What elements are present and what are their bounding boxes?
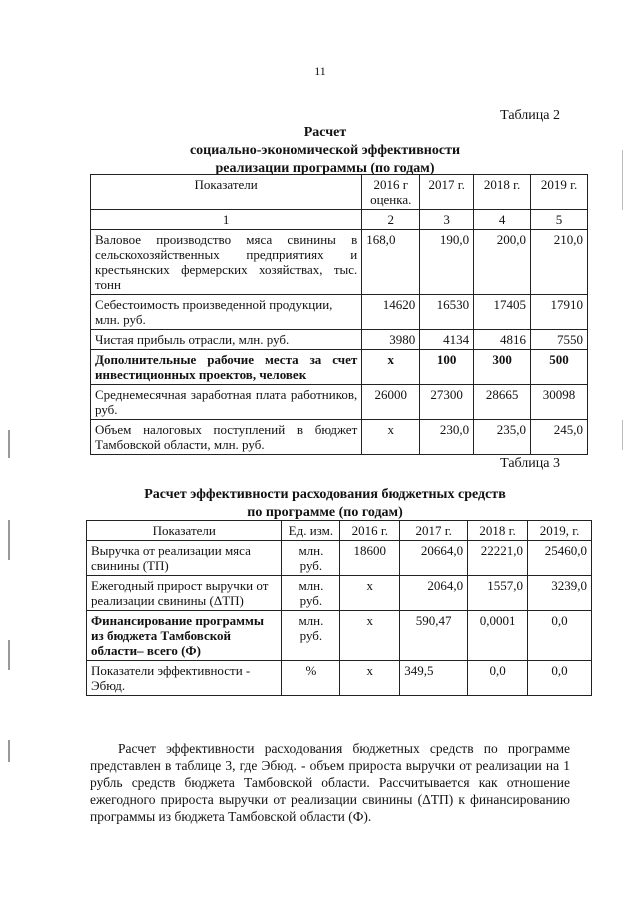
- table-3: [86, 520, 592, 696]
- indicator-cell: Среднемесячная заработная плата работников, руб.: [91, 385, 362, 420]
- table-2-numbering-row: [91, 210, 588, 230]
- scan-margin-mark: [8, 430, 10, 458]
- value-cell: 590,47: [400, 611, 468, 661]
- value-cell: 300: [474, 350, 531, 385]
- page-number: 11: [314, 64, 326, 78]
- table-3-title-line: по программе (по годам): [247, 505, 403, 520]
- value-cell: 349,5: [400, 661, 468, 696]
- table-3-title-line: Расчет эффективности расходования бюджетных средств: [144, 487, 506, 502]
- value-cell: 200,0: [474, 230, 531, 295]
- table-3-header-cell: 2017 г.: [400, 521, 468, 541]
- table-2-label: Таблица 2: [500, 108, 560, 123]
- table-2-header-cell: 2016 г оценка.: [362, 175, 420, 210]
- value-cell: 22221,0: [468, 541, 528, 576]
- value-cell: 26000: [362, 385, 420, 420]
- indicator-cell: Ежегодный прирост выручки от реализации свинины (ΔТП): [87, 576, 282, 611]
- indicator-cell: Показатели эффективности - Эбюд.: [87, 661, 282, 696]
- value-cell: 235,0: [474, 420, 531, 455]
- table-row: [91, 420, 588, 455]
- table-row: [87, 576, 592, 611]
- table-row: [91, 330, 588, 350]
- table-3-label: Таблица 3: [500, 456, 560, 471]
- indicator-cell: Валовое производство мяса свинины в сельскохозяйственных предприятиях и крестьянских фермерских хозяйствах, тыс. тонн: [91, 230, 362, 295]
- indicator-cell: Дополнительные рабочие места за счет инвестиционных проектов, человек: [91, 350, 362, 385]
- table-2-header-cell: 2018 г.: [474, 175, 531, 210]
- value-cell: 168,0: [362, 230, 420, 295]
- table-2-header-cell: 2017 г.: [420, 175, 474, 210]
- value-cell: 3239,0: [528, 576, 592, 611]
- value-cell: 20664,0: [400, 541, 468, 576]
- value-cell: 28665: [474, 385, 531, 420]
- indicator-cell: Себестоимость произведенной продукции, млн. руб.: [91, 295, 362, 330]
- value-cell: х: [340, 661, 400, 696]
- unit-cell: %: [282, 661, 340, 696]
- value-cell: 16530: [420, 295, 474, 330]
- scan-margin-mark: [622, 420, 623, 450]
- table-2-title-line: Расчет: [303, 125, 347, 140]
- value-cell: х: [362, 350, 420, 385]
- value-cell: 4134: [420, 330, 474, 350]
- table-3-header-cell: 2019, г.: [528, 521, 592, 541]
- value-cell: х: [340, 611, 400, 661]
- table-row: [87, 611, 592, 661]
- table-2-number-cell: 4: [474, 210, 531, 230]
- value-cell: 30098: [531, 385, 588, 420]
- table-2-header-cell: 2019 г.: [531, 175, 588, 210]
- table-2: [90, 174, 588, 455]
- table-row: [91, 385, 588, 420]
- indicator-cell: Чистая прибыль отрасли, млн. руб.: [91, 330, 362, 350]
- table-2-number-cell: 5: [531, 210, 588, 230]
- value-cell: х: [340, 576, 400, 611]
- table-row: [91, 350, 588, 385]
- value-cell: 2064,0: [400, 576, 468, 611]
- table-2-header-row: [91, 175, 588, 210]
- value-cell: 210,0: [531, 230, 588, 295]
- value-cell: 0,0001: [468, 611, 528, 661]
- value-cell: 18600: [340, 541, 400, 576]
- scan-margin-mark: [8, 640, 10, 670]
- table-row: [87, 541, 592, 576]
- value-cell: 500: [531, 350, 588, 385]
- table-2-number-cell: 3: [420, 210, 474, 230]
- table-2-title-line: реализации программы (по годам): [215, 161, 435, 176]
- value-cell: 190,0: [420, 230, 474, 295]
- value-cell: 1557,0: [468, 576, 528, 611]
- table-3-header-cell: Показатели: [87, 521, 282, 541]
- value-cell: 0,0: [528, 611, 592, 661]
- value-cell: 0,0: [468, 661, 528, 696]
- table-2-number-cell: 1: [91, 210, 362, 230]
- value-cell: 4816: [474, 330, 531, 350]
- value-cell: 100: [420, 350, 474, 385]
- value-cell: 25460,0: [528, 541, 592, 576]
- table-row: [91, 230, 588, 295]
- value-cell: 3980: [362, 330, 420, 350]
- indicator-cell: Выручка от реализации мяса свинины (ТП): [87, 541, 282, 576]
- indicator-cell: Объем налоговых поступлений в бюджет Тамбовской области, млн. руб.: [91, 420, 362, 455]
- unit-cell: млн. руб.: [282, 576, 340, 611]
- value-cell: 17910: [531, 295, 588, 330]
- unit-cell: млн. руб.: [282, 541, 340, 576]
- scan-margin-mark: [622, 150, 623, 210]
- indicator-cell: Финансирование программы из бюджета Тамбовской области– всего (Ф): [87, 611, 282, 661]
- scan-margin-mark: [8, 740, 10, 762]
- value-cell: 27300: [420, 385, 474, 420]
- value-cell: 14620: [362, 295, 420, 330]
- table-row: [87, 661, 592, 696]
- table-2-header-cell: Показатели: [91, 175, 362, 210]
- value-cell: х: [362, 420, 420, 455]
- value-cell: 7550: [531, 330, 588, 350]
- value-cell: 230,0: [420, 420, 474, 455]
- table-row: [91, 295, 588, 330]
- unit-cell: млн. руб.: [282, 611, 340, 661]
- table-3-header-cell: 2018 г.: [468, 521, 528, 541]
- scan-margin-mark: [8, 520, 10, 560]
- table-2-title-line: социально-экономической эффективности: [189, 143, 461, 158]
- table-3-header-row: [87, 521, 592, 541]
- table-3-header-cell: Ед. изм.: [282, 521, 340, 541]
- table-2-title: [80, 124, 570, 178]
- table-3-title: [80, 486, 570, 522]
- body-paragraph: Расчет эффективности расходования бюджетных средств по программе представлен в таблице 3, где Эбюд. - объем прироста выручки от реализации на 1 рубль средств бюджета Тамбовской области. Рассчитывается как отношение ежегодного прироста выручки от реализации свинины (ΔТП) к финансированию программы из бюджета Тамбовской области (Ф).: [90, 741, 570, 824]
- value-cell: 0,0: [528, 661, 592, 696]
- table-2-number-cell: 2: [362, 210, 420, 230]
- value-cell: 17405: [474, 295, 531, 330]
- value-cell: 245,0: [531, 420, 588, 455]
- table-3-header-cell: 2016 г.: [340, 521, 400, 541]
